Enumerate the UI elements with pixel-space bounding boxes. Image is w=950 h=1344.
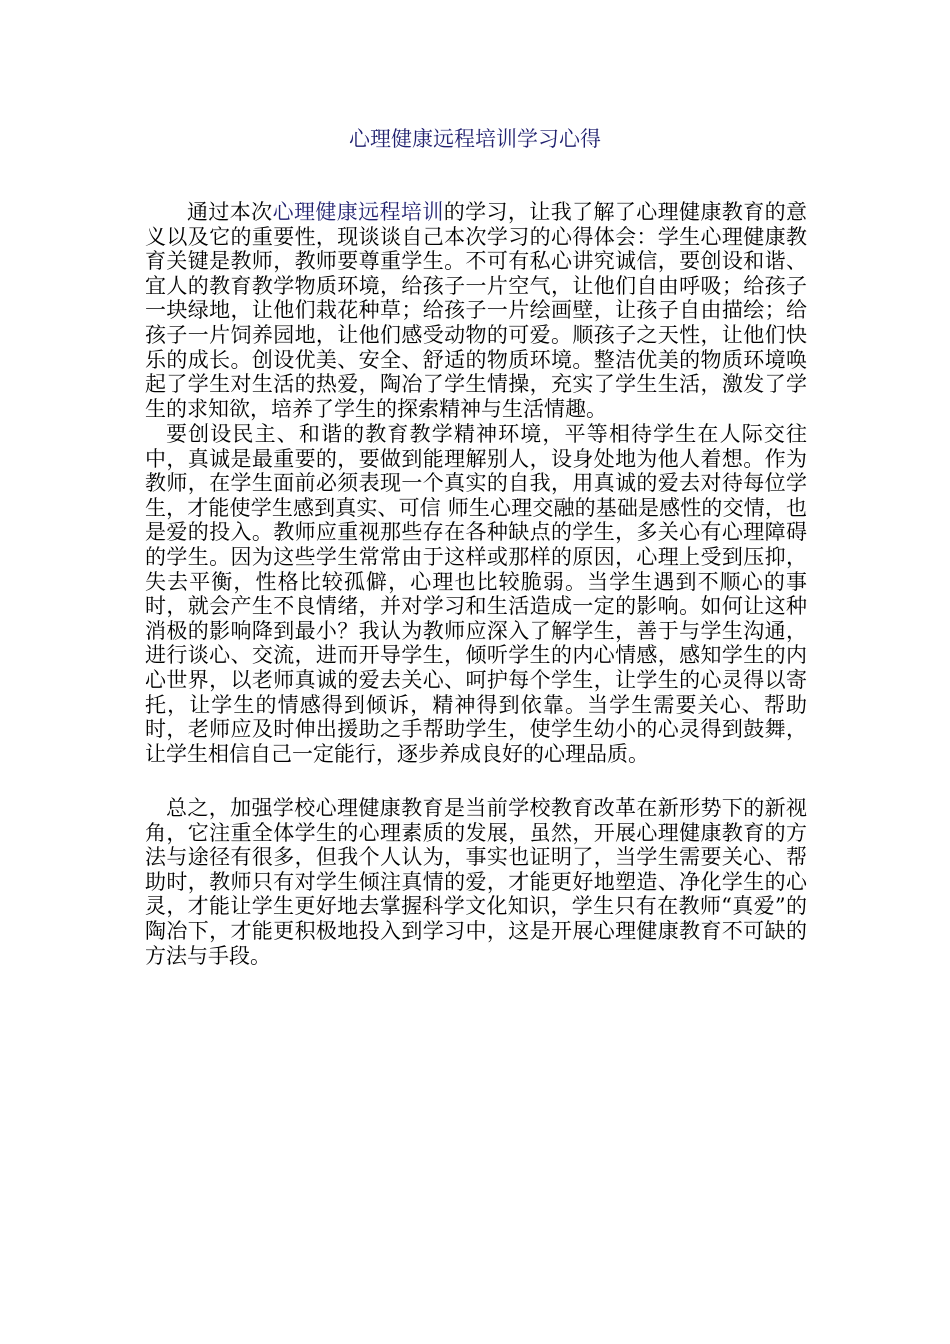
paragraph-1-suffix: 的学习，让我了解了心理健康教育的意义以及它的重要性，现谈谈自己本次学习的心得体会：学生心理健康教育关键是教师，教师要尊重学生。不可有私心讲究诚信，要创设和谐、宜人的教育教学物质环境，给孩子一片空气，让他们自由呼吸；给孩子一块绿地，让他们栽花种草；给孩子一片绘画壁，让孩子自由描绘；给孩子一片饲养园地，让他们感受动物的可爱。顺孩子之天性，让他们快乐的成长。创设优美、安全、舒适的物质环境。整洁优美的物质环境唤起了学生对生活的热爱，陶冶了学生情操，充实了学生生活，激发了学生的求知欲，培养了学生的探索精神与生活情趣。 (145, 200, 808, 421)
training-link[interactable]: 心理健康远程培训 (272, 200, 444, 224)
paragraph-1-prefix: 通过本次 (187, 200, 273, 224)
paragraph-1 (145, 200, 807, 421)
document-title: 心理健康远程培训学习心得 (349, 127, 601, 151)
paragraph-2: 要创设民主、和谐的教育教学精神环境，平等相待学生在人际交往中，真诚是最重要的，要做到能理解别人，设身处地为他人着想。作为教师，在学生面前必须表现一个真实的自我，用真诚的爱去对待每位学生，才能使学生感到真实、可信 师生心理交融的基础是感性的交情，也是爱的投入。教师应重视那些存在各种缺点的学生，多关心有心理障碍的学生。因为这些学生常常由于这样或那样的原因，心理上受到压抑，失去平衡，性格比较孤僻，心理也比较脆弱。当学生遇到不顺心的事时，就会产生不良情绪，并对学习和生活造成一定的影响。如何让这种消极的影响降到最小？我认为教师应深入了解学生，善于与学生沟通，进行谈心、交流，进而开导学生，倾听学生的内心情感，感知学生的内心世界，以老师真诚的爱去关心、呵护每个学生，让学生的心灵得以寄托，让学生的情感得到倾诉，精神得到依靠。当学生需要关心、帮助时，老师应及时伸出援助之手帮助学生，使学生幼小的心灵得到鼓舞，让学生相信自己一定能行，逐步养成良好的心理品质。 (145, 422, 807, 766)
paragraph-3: 总之，加强学校心理健康教育是当前学校教育改革在新形势下的新视角，它注重全体学生的心理素质的发展，虽然，开展心理健康教育的方法与途径有很多，但我个人认为，事实也证明了，当学生需要关心、帮助时，教师只有对学生倾注真情的爱，才能更好地塑造、净化学生的心灵，才能让学生更好地去掌握科学文化知识，学生只有在教师“真爱”的陶冶下，才能更积极地投入到学习中，这是开展心理健康教育不可缺的方法与手段。 (145, 796, 807, 968)
